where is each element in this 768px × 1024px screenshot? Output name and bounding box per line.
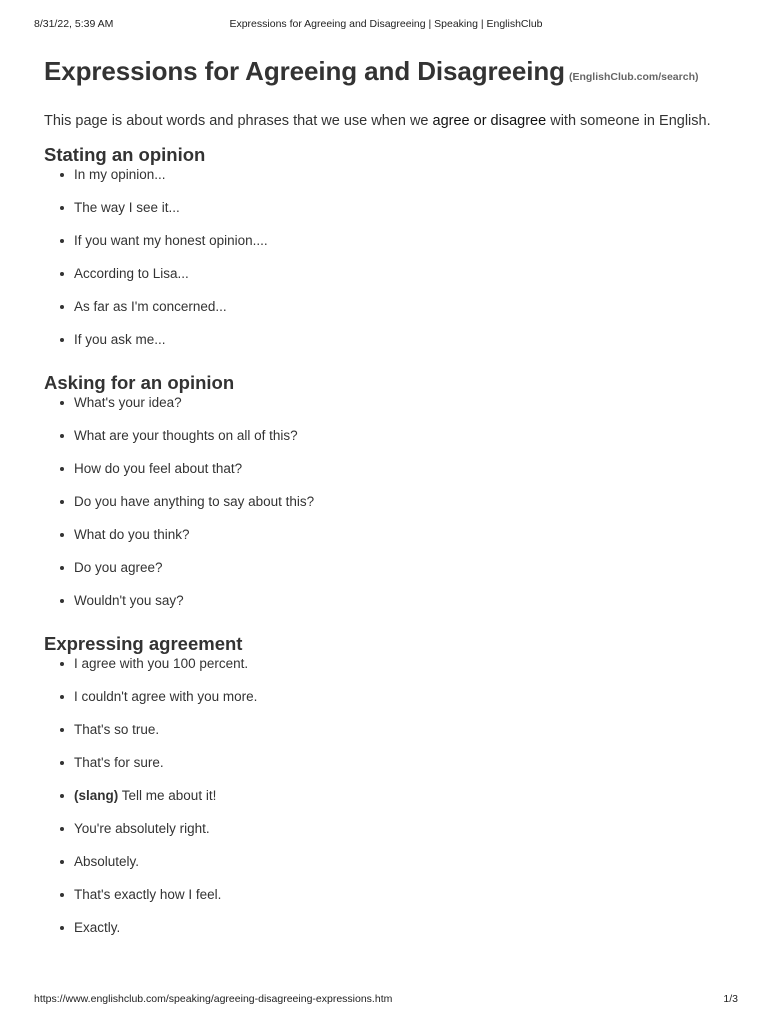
list-item: If you ask me... [74,331,728,364]
list-item-text: Tell me about it! [118,788,217,803]
list-item: That's exactly how I feel. [74,886,728,919]
print-footer [34,993,738,1009]
intro-text-before: This page is about words and phrases that we use when we [44,113,433,129]
page-title [44,56,728,87]
print-page-number: 1/3 [723,993,738,1005]
list-item: Wouldn't you say? [74,592,728,625]
list-item: What are your thoughts on all of this? [74,427,728,460]
list-item: Do you have anything to say about this? [74,493,728,526]
list-item: Absolutely. [74,853,728,886]
list-item: According to Lisa... [74,265,728,298]
list-item: That's for sure. [74,754,728,787]
intro-paragraph [44,113,728,129]
list-item: You're absolutely right. [74,820,728,853]
asking-opinion-list [44,394,728,625]
list-item: What do you think? [74,526,728,559]
print-page-url: https://www.englishclub.com/speaking/agreeing-disagreeing-expressions.htm [34,993,393,1005]
list-item: As far as I'm concerned... [74,298,728,331]
list-item: In my opinion... [74,166,728,199]
intro-text-after: with someone in English. [546,113,711,129]
list-item [74,787,728,820]
page-title-text: Expressions for Agreeing and Disagreeing [44,56,565,86]
list-item: Exactly. [74,919,728,952]
list-item: Do you agree? [74,559,728,592]
list-item: How do you feel about that? [74,460,728,493]
agree-or-disagree-link[interactable]: agree or disagree [432,113,547,129]
print-datetime: 8/31/22, 5:39 AM [34,18,114,30]
section-heading-asking-opinion: Asking for an opinion [44,372,235,393]
list-item: What's your idea? [74,394,728,427]
expressing-agreement-list [44,655,728,952]
list-item: That's so true. [74,721,728,754]
stating-opinion-list [44,166,728,364]
article-content [44,56,728,952]
section-heading-expressing-agreement: Expressing agreement [44,633,243,654]
print-document-title: Expressions for Agreeing and Disagreeing | Speaking | EnglishClub [229,18,543,30]
print-header [34,18,738,34]
list-item: The way I see it... [74,199,728,232]
page-title-source: (EnglishClub.com/search) [568,71,699,83]
list-item: I agree with you 100 percent. [74,655,728,688]
slang-label: (slang) [74,788,119,803]
section-heading-stating-opinion: Stating an opinion [44,144,206,165]
list-item: If you want my honest opinion.... [74,232,728,265]
list-item: I couldn't agree with you more. [74,688,728,721]
